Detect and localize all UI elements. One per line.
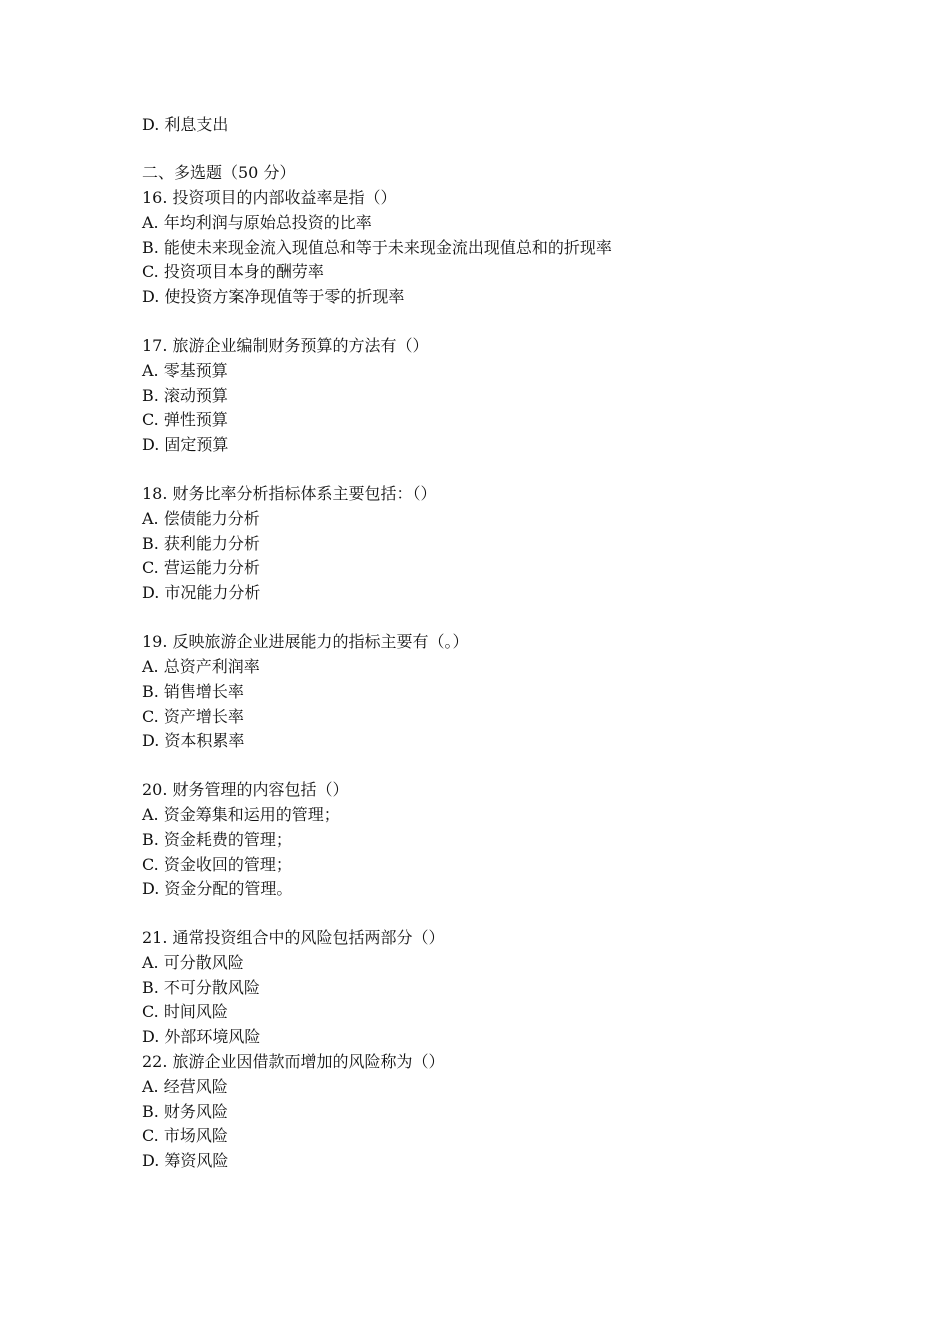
question-18: 18. 财务比率分析指标体系主要包括：（） (142, 484, 437, 503)
option-line: D. 外部环境风险 (142, 1027, 261, 1046)
option-line: C. 市场风险 (142, 1126, 228, 1145)
section-heading: 二、多选题（50 分） (142, 163, 296, 182)
question-16: 16. 投资项目的内部收益率是指（） (142, 188, 397, 207)
option-line: B. 获利能力分析 (142, 534, 260, 553)
option-line: D. 资金分配的管理。 (142, 879, 293, 898)
option-line: C. 营运能力分析 (142, 558, 260, 577)
option-line: A. 总资产利润率 (142, 657, 260, 676)
option-line: B. 销售增长率 (142, 682, 244, 701)
option-line: B. 财务风险 (142, 1102, 228, 1121)
question-17: 17. 旅游企业编制财务预算的方法有（） (142, 336, 429, 355)
option-line: D. 筹资风险 (142, 1151, 229, 1170)
option-line: B. 滚动预算 (142, 386, 228, 405)
option-line: A. 偿债能力分析 (142, 509, 260, 528)
option-line: C. 资金收回的管理； (142, 855, 292, 874)
option-line: C. 时间风险 (142, 1002, 228, 1021)
option-line: B. 不可分散风险 (142, 978, 260, 997)
option-line: D. 资本积累率 (142, 731, 245, 750)
option-line: C. 弹性预算 (142, 410, 228, 429)
option-line: C. 投资项目本身的酬劳率 (142, 262, 324, 281)
question-20: 20. 财务管理的内容包括（） (142, 780, 349, 799)
option-line: D. 利息支出 (142, 115, 229, 134)
question-19: 19. 反映旅游企业进展能力的指标主要有（。） (142, 632, 469, 651)
option-line: A. 可分散风险 (142, 953, 244, 972)
option-line: D. 使投资方案净现值等于零的折现率 (142, 287, 405, 306)
option-line: A. 零基预算 (142, 361, 228, 380)
question-21: 21. 通常投资组合中的风险包括两部分（） (142, 928, 445, 947)
question-22: 22. 旅游企业因借款而增加的风险称为（） (142, 1052, 445, 1071)
option-line: D. 固定预算 (142, 435, 229, 454)
option-line: C. 资产增长率 (142, 707, 244, 726)
option-line: A. 年均利润与原始总投资的比率 (142, 213, 372, 232)
option-line: A. 资金筹集和运用的管理； (142, 805, 340, 824)
option-line: B. 资金耗费的管理； (142, 830, 292, 849)
option-line: D. 市况能力分析 (142, 583, 261, 602)
option-line: B. 能使未来现金流入现值总和等于未来现金流出现值总和的折现率 (142, 238, 612, 257)
option-line: A. 经营风险 (142, 1077, 228, 1096)
